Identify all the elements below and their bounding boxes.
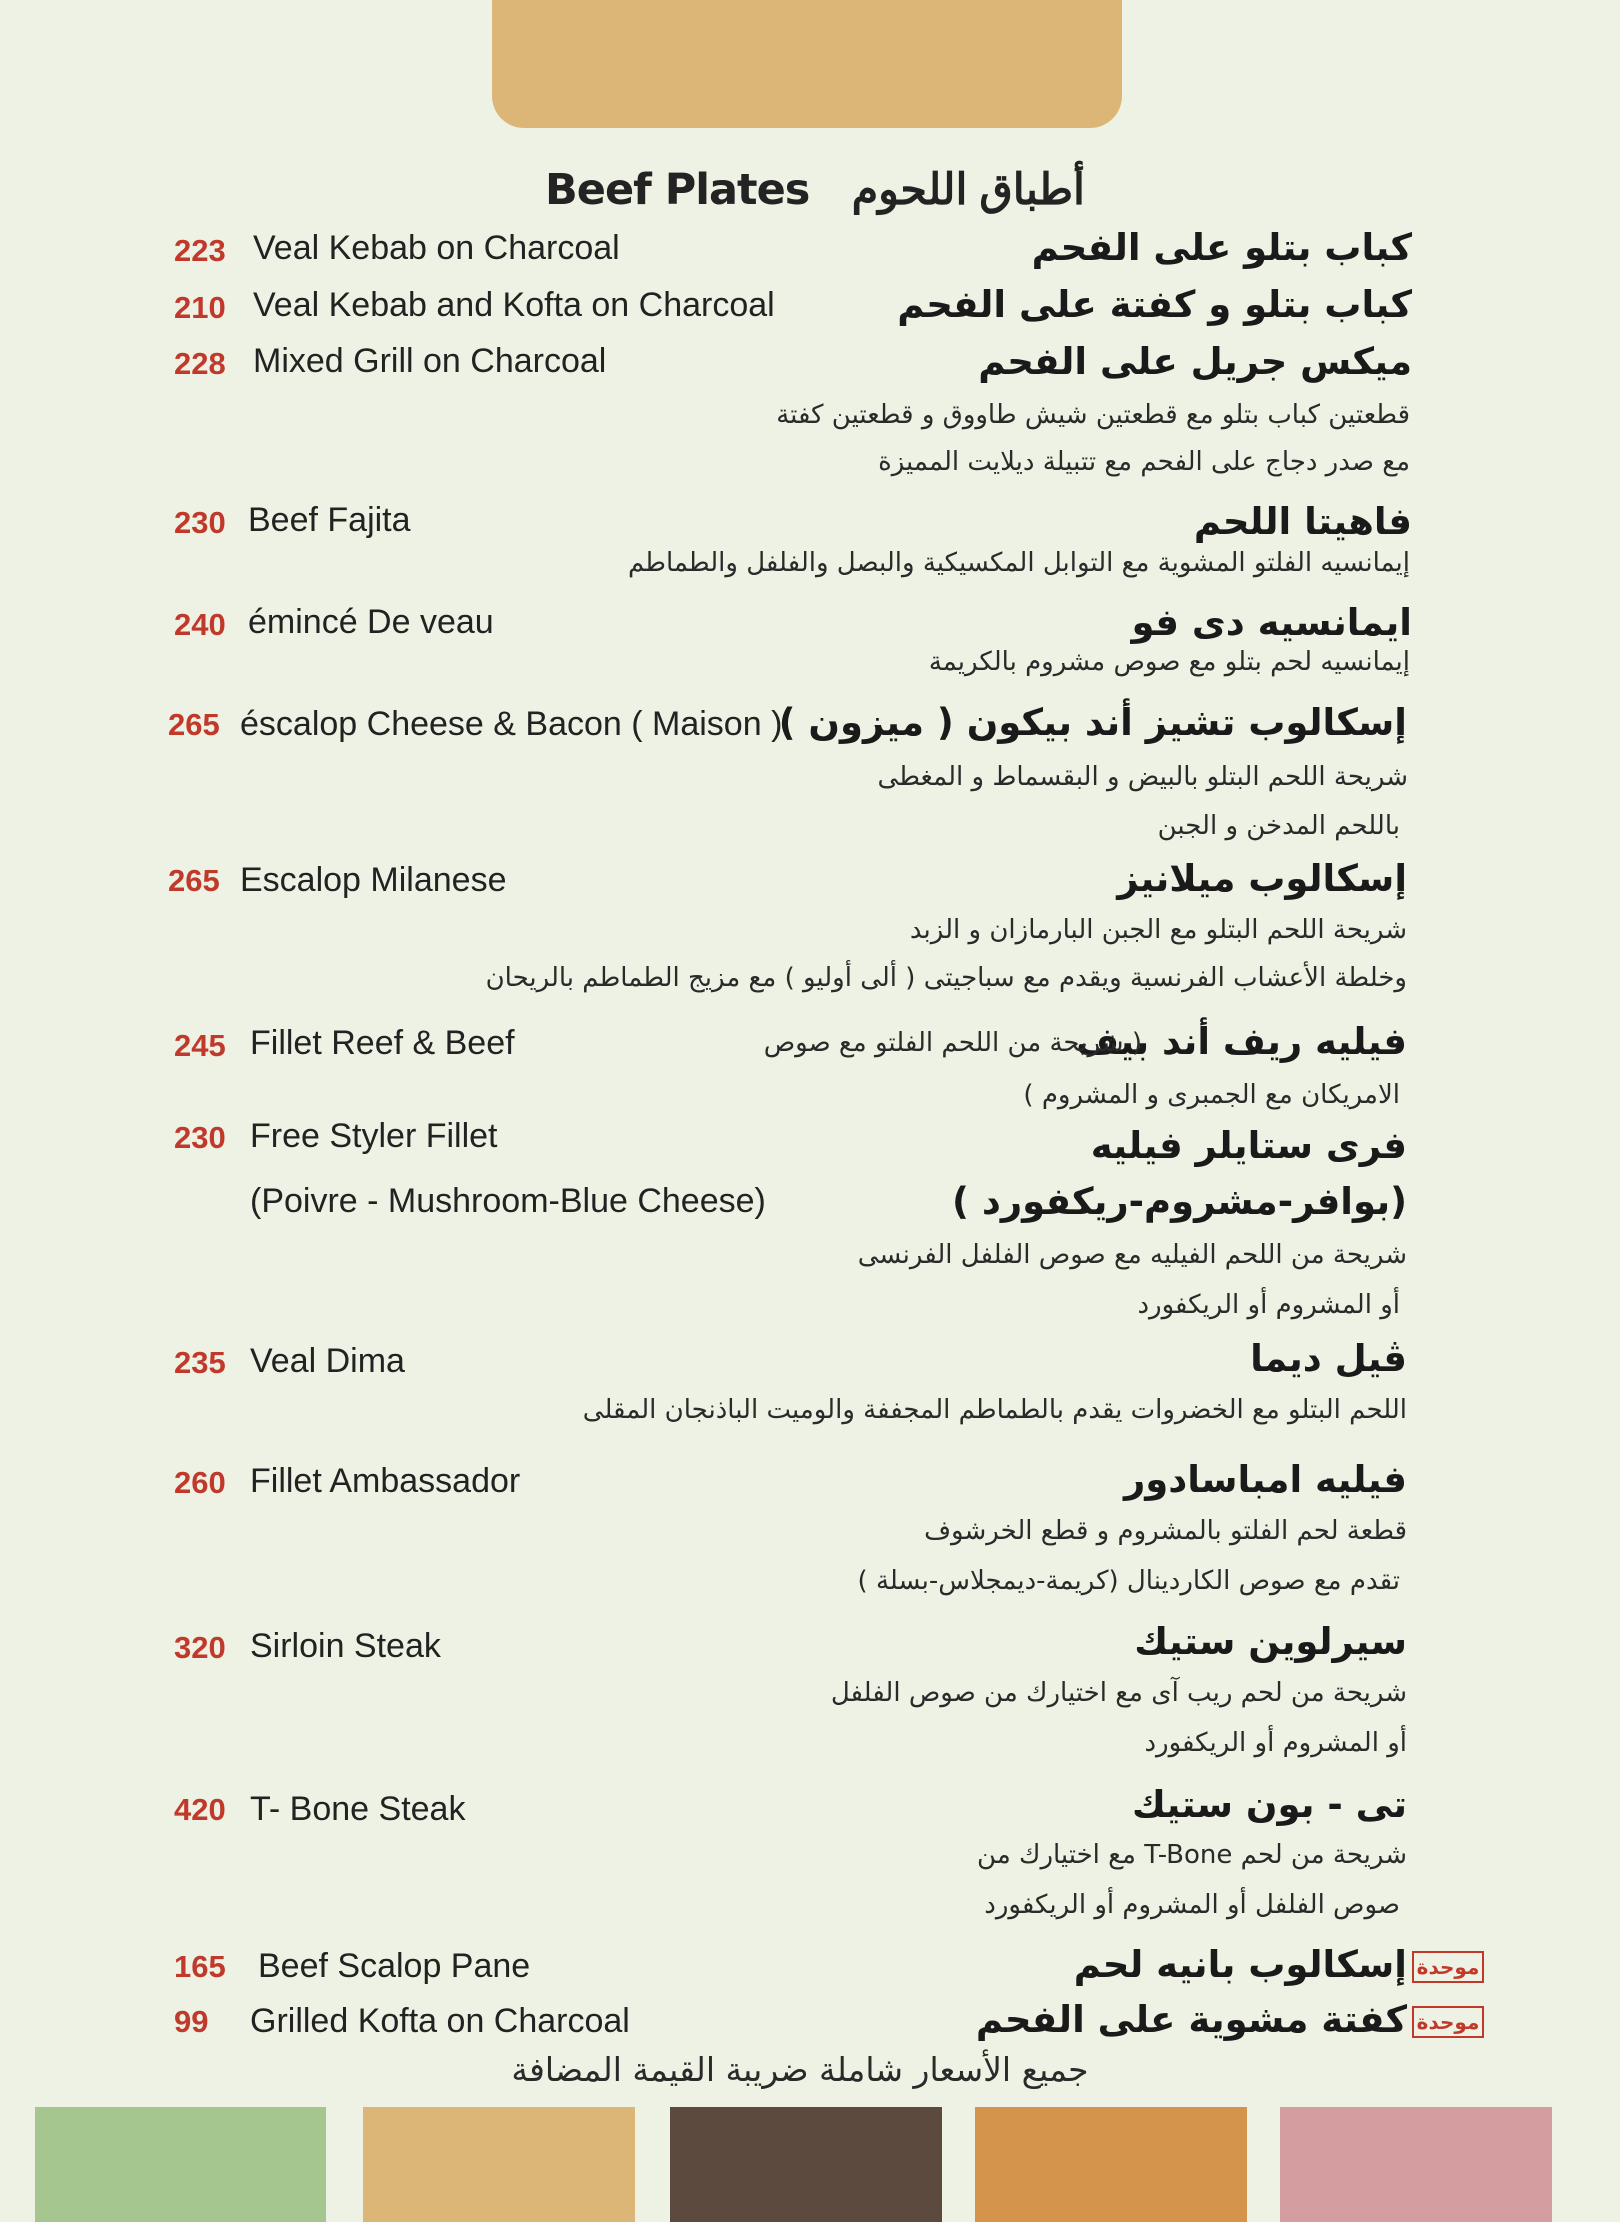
item-price: 320 <box>174 1630 226 1665</box>
item-description: أو المشروم أو الريكفورد <box>1144 1728 1407 1758</box>
color-swatch <box>363 2107 635 2222</box>
item-description: الامريكان مع الجمبرى و المشروم ) <box>1023 1080 1400 1110</box>
item-description: قطعتين كباب بتلو مع قطعتين شيش طاووق و قطعتين كفتة <box>776 400 1410 430</box>
item-description: شريحة اللحم البتلو مع الجبن البارمازان و الزبد <box>909 915 1407 945</box>
item-name-ar: ميكس جريل على الفحم <box>978 340 1412 383</box>
item-name-ar: ايمانسيه دى فو <box>1131 601 1412 644</box>
item-description: اللحم البتلو مع الخضروات يقدم بالطماطم المجففة والوميت الباذنجان المقلى <box>582 1395 1407 1425</box>
item-description: شريحة من لحم T-Bone مع اختيارك من <box>977 1840 1407 1870</box>
item-price: 228 <box>174 346 226 381</box>
item-description: تقدم مع صوص الكاردينال (كريمة-ديمجلاس-بسلة ) <box>857 1566 1400 1596</box>
item-name-en: Beef Fajita <box>248 501 411 539</box>
item-description: وخلطة الأعشاب الفرنسية ويقدم مع سباجيتى ( ألى أوليو ) مع مزيج الطماطم بالريحان <box>485 963 1407 993</box>
item-name-en: Mixed Grill on Charcoal <box>253 342 607 380</box>
item-name-ar: فرى ستايلر فيليه <box>1090 1124 1407 1167</box>
item-description: مع صدر دجاج على الفحم مع تتبيلة ديلايت المميزة <box>878 447 1410 477</box>
unified-badge: موحدة <box>1412 1951 1484 1983</box>
item-name-en: Beef Scalop Pane <box>258 1947 531 1985</box>
item-description: إيمانسيه لحم بتلو مع صوص مشروم بالكريمة <box>928 647 1410 677</box>
item-name-en: Fillet Ambassador <box>250 1462 521 1500</box>
item-description: شريحة اللحم البتلو بالبيض و البقسماط و المغطى <box>877 762 1408 792</box>
item-name-en: Sirloin Steak <box>250 1627 441 1665</box>
item-description: صوص الفلفل أو المشروم أو الريكفورد <box>984 1890 1400 1920</box>
item-name-ar: كباب بتلو على الفحم <box>1031 226 1412 269</box>
item-price: 245 <box>174 1028 226 1063</box>
item-description: إيمانسيه الفلتو المشوية مع التوابل المكسيكية والبصل والفلفل والطماطم <box>627 548 1410 578</box>
vat-note: جميع الأسعار شاملة ضريبة القيمة المضافة <box>511 2050 1089 2089</box>
item-description: باللحم المدخن و الجبن <box>1157 811 1400 841</box>
item-name-en-variant: (Poivre - Mushroom-Blue Cheese) <box>250 1182 766 1220</box>
item-name-ar: إسكالوب بانيه لحم <box>1073 1943 1407 1986</box>
item-price: 260 <box>174 1465 226 1500</box>
item-name-en: Fillet Reef & Beef <box>250 1024 515 1062</box>
item-price: 420 <box>174 1792 226 1827</box>
item-price: 210 <box>174 290 226 325</box>
item-price: 165 <box>174 1949 226 1984</box>
item-description: شريحة من اللحم الفيليه مع صوص الفلفل الفرنسى <box>857 1240 1407 1270</box>
item-price: 230 <box>174 505 226 540</box>
item-name-ar: تى - بون ستيك <box>1131 1783 1407 1826</box>
item-name-ar: ڤيل ديما <box>1250 1337 1407 1380</box>
item-name-en: Grilled Kofta on Charcoal <box>250 2002 630 2040</box>
item-name-en: T- Bone Steak <box>250 1790 466 1828</box>
item-price: 223 <box>174 233 226 268</box>
item-name-ar: فاهيتا اللحم <box>1193 500 1412 543</box>
item-description: ( شريحة من اللحم الفلتو مع صوص <box>763 1028 1142 1058</box>
item-price: 265 <box>168 707 220 742</box>
item-name-en: éscalop Cheese & Bacon ( Maison ) <box>240 705 783 743</box>
section-title-en: Beef Plates <box>545 165 810 215</box>
item-name-ar: فيليه ريف أند بيف <box>1076 1020 1407 1063</box>
item-price: 240 <box>174 607 226 642</box>
item-name-en: Veal Kebab and Kofta on Charcoal <box>253 286 775 324</box>
item-name-en: Escalop Milanese <box>240 861 507 899</box>
item-name-ar: إسكالوب ميلانيز <box>1117 857 1407 900</box>
item-description: أو المشروم أو الريكفورد <box>1137 1290 1400 1320</box>
item-description: قطعة لحم الفلتو بالمشروم و قطع الخرشوف <box>924 1516 1407 1546</box>
item-name-en: émincé De veau <box>248 603 494 641</box>
item-name-ar-variant: (بوافر-مشروم-ريكفورد ) <box>952 1180 1407 1223</box>
item-name-en: Free Styler Fillet <box>250 1117 498 1155</box>
item-price: 265 <box>168 863 220 898</box>
item-name-ar: كباب بتلو و كفتة على الفحم <box>897 283 1412 326</box>
color-swatch <box>1280 2107 1552 2222</box>
item-description: شريحة من لحم ريب آى مع اختيارك من صوص الفلفل <box>830 1678 1407 1708</box>
color-swatch <box>35 2107 326 2222</box>
color-swatch <box>975 2107 1247 2222</box>
item-name-ar: كفتة مشوية على الفحم <box>975 1998 1407 2041</box>
item-name-ar: سيرلوين ستيك <box>1134 1620 1407 1663</box>
item-price: 230 <box>174 1120 226 1155</box>
item-name-ar: فيليه امباسادور <box>1123 1458 1407 1501</box>
item-name-ar: إسكالوب تشيز أند بيكون ( ميزون ) <box>778 701 1407 744</box>
item-name-en: Veal Kebab on Charcoal <box>253 229 620 267</box>
item-price: 235 <box>174 1345 226 1380</box>
top-decorative-tab <box>492 0 1122 128</box>
item-name-en: Veal Dima <box>250 1342 405 1380</box>
item-price: 99 <box>174 2004 209 2039</box>
unified-badge: موحدة <box>1412 2006 1484 2038</box>
section-title-ar: أطباق اللحوم <box>851 166 1085 214</box>
color-swatch <box>670 2107 942 2222</box>
